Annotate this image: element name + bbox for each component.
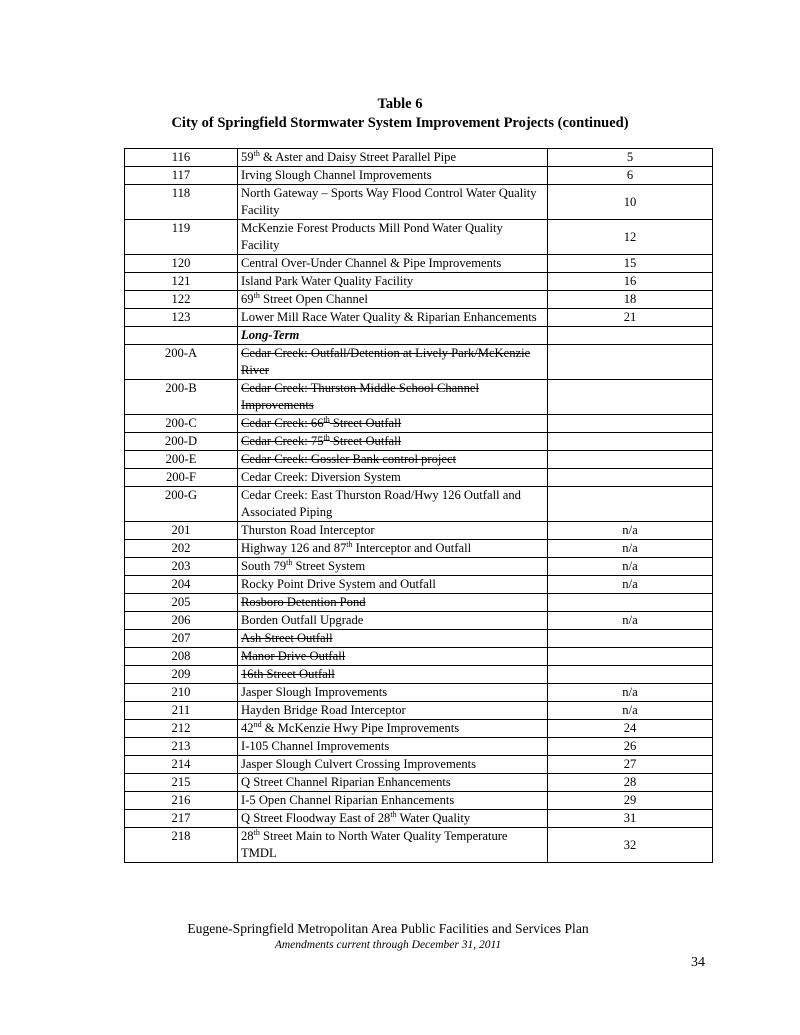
project-id-cell: 218 [125, 828, 238, 863]
project-name-cell [238, 648, 548, 666]
project-name-cell [238, 774, 548, 792]
project-name [241, 559, 365, 573]
project-name-text: South 79 [241, 559, 287, 573]
table-row [125, 345, 713, 380]
project-name-text: I-5 Open Channel Riparian Enhancements [241, 793, 455, 807]
page-ref-cell: n/a [548, 684, 713, 702]
project-name-text: Q Street Channel Riparian Enhancements [241, 775, 451, 789]
table-row [125, 487, 713, 522]
ordinal-suffix: th [323, 432, 330, 442]
project-name [241, 775, 451, 789]
project-name-cell [238, 309, 548, 327]
project-name [241, 739, 389, 753]
project-name [241, 310, 537, 324]
project-name [241, 523, 375, 537]
project-name-text: Jasper Slough Improvements [241, 685, 388, 699]
project-name-text: Borden Outfall Upgrade [241, 613, 364, 627]
project-name-cell [238, 810, 548, 828]
project-name-cell [238, 433, 548, 451]
page-ref-cell: n/a [548, 522, 713, 540]
project-name-text: Q Street Floodway East of 28 [241, 811, 391, 825]
project-id-cell: 116 [125, 149, 238, 167]
project-id-cell: 200-A [125, 345, 238, 380]
table-row [125, 828, 713, 863]
ordinal-suffix: th [346, 539, 353, 549]
project-name [241, 613, 363, 627]
project-name [241, 346, 530, 377]
table-row [125, 720, 713, 738]
project-name [241, 221, 503, 252]
project-name [241, 452, 456, 466]
table-row [125, 756, 713, 774]
project-name-text-cont: & McKenzie Hwy Pipe Improvements [261, 721, 460, 735]
project-name-cell [238, 273, 548, 291]
project-name [241, 434, 401, 448]
project-id-cell: 117 [125, 167, 238, 185]
project-name-text: 69 [241, 292, 254, 306]
project-id-cell: 200-G [125, 487, 238, 522]
project-id-cell: 209 [125, 666, 238, 684]
project-id-cell: 119 [125, 220, 238, 255]
project-name-cell [238, 380, 548, 415]
project-name-text: Cedar Creek: 75 [241, 434, 324, 448]
projects-table-body [125, 149, 713, 863]
project-name-text: 16th Street Outfall [241, 667, 335, 681]
table-row [125, 666, 713, 684]
project-name [241, 811, 470, 825]
table-row [125, 774, 713, 792]
page-ref-cell: 28 [548, 774, 713, 792]
project-name [241, 703, 406, 717]
project-id-cell: 214 [125, 756, 238, 774]
ordinal-suffix: th [286, 557, 293, 567]
table-row [125, 684, 713, 702]
page-ref-cell [548, 415, 713, 433]
project-name [241, 757, 476, 771]
project-name-cell [238, 149, 548, 167]
table-row [125, 648, 713, 666]
page-ref-cell: 27 [548, 756, 713, 774]
page-ref-cell [548, 469, 713, 487]
project-name-cell [238, 487, 548, 522]
project-name-cell [238, 792, 548, 810]
page-ref-cell: n/a [548, 558, 713, 576]
project-name-text: Cedar Creek: Diversion System [241, 470, 401, 484]
page-ref-cell [548, 380, 713, 415]
project-name-text: Cedar Creek: Outfall/Detention at Lively Park/McKenzie River [241, 346, 531, 377]
project-id-cell: 216 [125, 792, 238, 810]
project-id-cell: 200-F [125, 469, 238, 487]
page-ref-cell: 6 [548, 167, 713, 185]
project-name-cell [238, 702, 548, 720]
project-name-cell [238, 522, 548, 540]
page-ref-cell: 31 [548, 810, 713, 828]
project-name-text: Ash Street Outfall [241, 631, 333, 645]
project-id-cell: 212 [125, 720, 238, 738]
table-row [125, 792, 713, 810]
project-name-text: Cedar Creek: East Thurston Road/Hwy 126 Outfall and Associated Piping [241, 488, 521, 519]
project-name-cell [238, 327, 548, 345]
table-row [125, 185, 713, 220]
page-ref-cell [548, 630, 713, 648]
project-id-cell: 121 [125, 273, 238, 291]
footer-amendments: Amendments current through December 31, 2011 [274, 939, 502, 951]
project-name-cell [238, 255, 548, 273]
project-name-text-cont: Street System [292, 559, 366, 573]
table-row [125, 522, 713, 540]
project-name [241, 721, 459, 735]
project-name [241, 416, 401, 430]
project-id-cell: 210 [125, 684, 238, 702]
ordinal-suffix: th [323, 414, 330, 424]
project-name-cell [238, 291, 548, 309]
table-label: Table 6 [377, 96, 423, 112]
page-ref-cell [548, 648, 713, 666]
page-ref-cell: 10 [548, 185, 713, 220]
table-row [125, 810, 713, 828]
project-name-text: Lower Mill Race Water Quality & Riparian Enhancements [241, 310, 537, 324]
projects-table [124, 148, 713, 863]
project-name [241, 168, 432, 182]
project-name-cell [238, 594, 548, 612]
page-ref-cell: 12 [548, 220, 713, 255]
project-name-text: Hayden Bridge Road Interceptor [241, 703, 406, 717]
project-name-text: Rosboro Detention Pond [241, 595, 366, 609]
project-name [241, 685, 387, 699]
project-id-cell: 202 [125, 540, 238, 558]
page-ref-cell [548, 594, 713, 612]
table-row [125, 451, 713, 469]
project-name-cell [238, 185, 548, 220]
project-name-cell [238, 612, 548, 630]
project-id-cell: 205 [125, 594, 238, 612]
project-id-cell: 211 [125, 702, 238, 720]
table-row [125, 433, 713, 451]
project-name-cell [238, 345, 548, 380]
project-name-text: Cedar Creek: Gossler Bank control project [241, 452, 457, 466]
page-ref-cell [548, 666, 713, 684]
page-ref-cell: 21 [548, 309, 713, 327]
project-name-cell [238, 720, 548, 738]
project-name-text-cont: Water Quality [396, 811, 471, 825]
page-ref-cell [548, 487, 713, 522]
project-name-text: Island Park Water Quality Facility [241, 274, 414, 288]
project-name-cell [238, 167, 548, 185]
project-id-cell: 201 [125, 522, 238, 540]
project-name [241, 793, 454, 807]
page-ref-cell: 15 [548, 255, 713, 273]
project-name-text: 59 [241, 150, 254, 164]
ordinal-suffix: th [253, 148, 260, 158]
project-name [241, 577, 436, 591]
project-name [241, 649, 345, 663]
table-row [125, 415, 713, 433]
section-row [125, 327, 713, 345]
project-name [241, 274, 413, 288]
project-name-text: 42 [241, 721, 254, 735]
table-row [125, 255, 713, 273]
project-name-text-cont: Street Outfall [329, 434, 402, 448]
project-name-text: Long-Term [241, 328, 300, 342]
project-name [241, 186, 537, 217]
table-row [125, 540, 713, 558]
page-ref-cell: n/a [548, 702, 713, 720]
table-row [125, 149, 713, 167]
project-name-cell [238, 630, 548, 648]
project-name [241, 470, 401, 484]
project-name-text-cont: Interceptor and Outfall [352, 541, 472, 555]
table-row [125, 738, 713, 756]
page-ref-cell: 18 [548, 291, 713, 309]
table-row [125, 702, 713, 720]
project-name-cell [238, 576, 548, 594]
page-ref-cell: 26 [548, 738, 713, 756]
table-row [125, 309, 713, 327]
table-row [125, 167, 713, 185]
page-ref-cell: 32 [548, 828, 713, 863]
project-id-cell: 122 [125, 291, 238, 309]
page-ref-cell: 29 [548, 792, 713, 810]
project-name-text: Manor Drive Outfall [241, 649, 346, 663]
project-name-text: Jasper Slough Culvert Crossing Improvements [241, 757, 477, 771]
project-id-cell: 123 [125, 309, 238, 327]
project-name [241, 667, 335, 681]
page-ref-cell [548, 451, 713, 469]
project-name-cell [238, 415, 548, 433]
project-name-text: Thurston Road Interceptor [241, 523, 375, 537]
project-name-text: Irving Slough Channel Improvements [241, 168, 432, 182]
project-name-text: North Gateway – Sports Way Flood Control Water Quality Facility [241, 186, 537, 217]
page-ref-cell [548, 327, 713, 345]
project-id-cell: 208 [125, 648, 238, 666]
table-row [125, 291, 713, 309]
project-name [241, 595, 366, 609]
project-id-cell: 215 [125, 774, 238, 792]
page-ref-cell: n/a [548, 540, 713, 558]
footer-plan-title: Eugene-Springfield Metropolitan Area Public Facilities and Services Plan [187, 921, 589, 936]
table-row [125, 273, 713, 291]
project-id-cell: 200-D [125, 433, 238, 451]
project-name [241, 256, 501, 270]
page-ref-cell: n/a [548, 612, 713, 630]
project-name-text: McKenzie Forest Products Mill Pond Water Quality Facility [241, 221, 503, 252]
project-name-text-cont: & Aster and Daisy Street Parallel Pipe [259, 150, 457, 164]
project-name-cell [238, 469, 548, 487]
table-row [125, 380, 713, 415]
project-id-cell: 120 [125, 255, 238, 273]
project-name [241, 381, 479, 412]
project-id-cell: 213 [125, 738, 238, 756]
page-ref-cell: 5 [548, 149, 713, 167]
project-name-cell [238, 558, 548, 576]
table-row [125, 612, 713, 630]
project-name-text: Central Over-Under Channel & Pipe Improvements [241, 256, 502, 270]
project-name-text: Rocky Point Drive System and Outfall [241, 577, 436, 591]
project-name [241, 829, 508, 860]
table-row [125, 220, 713, 255]
project-name-text: Cedar Creek: 66 [241, 416, 324, 430]
page-ref-cell: n/a [548, 576, 713, 594]
project-id-cell: 207 [125, 630, 238, 648]
page-ref-cell [548, 433, 713, 451]
project-name-text: Highway 126 and 87 [241, 541, 347, 555]
project-id-cell: 217 [125, 810, 238, 828]
project-name-cell [238, 666, 548, 684]
ordinal-suffix: th [390, 809, 397, 819]
project-name-cell [238, 451, 548, 469]
project-id-cell: 200-E [125, 451, 238, 469]
page-ref-cell: 16 [548, 273, 713, 291]
table-row [125, 558, 713, 576]
ordinal-suffix: th [253, 290, 260, 300]
table-row [125, 630, 713, 648]
ordinal-suffix: nd [253, 719, 262, 729]
project-name-text: I-105 Channel Improvements [241, 739, 390, 753]
project-name [241, 488, 521, 519]
project-name-cell [238, 220, 548, 255]
project-name-text-cont: Street Outfall [329, 416, 402, 430]
project-name-text-cont: Street Main to North Water Quality Temperature TMDL [241, 829, 508, 860]
table-row [125, 594, 713, 612]
project-name-cell [238, 756, 548, 774]
page-number: 34 [691, 955, 705, 970]
project-id-cell: 118 [125, 185, 238, 220]
project-id-cell [125, 327, 238, 345]
project-name [241, 541, 471, 555]
project-id-cell: 203 [125, 558, 238, 576]
project-id-cell: 200-C [125, 415, 238, 433]
project-id-cell: 200-B [125, 380, 238, 415]
project-name-cell [238, 540, 548, 558]
project-name-text: Cedar Creek: Thurston Middle School Channel Improvements [241, 381, 479, 412]
table-title: City of Springfield Stormwater System Improvement Projects (continued) [171, 115, 629, 131]
project-name-cell [238, 684, 548, 702]
ordinal-suffix: th [253, 827, 260, 837]
section-label [241, 328, 299, 342]
project-name-text: 28 [241, 829, 254, 843]
page-ref-cell: 24 [548, 720, 713, 738]
project-name-text-cont: Street Open Channel [259, 292, 368, 306]
page-ref-cell [548, 345, 713, 380]
table-row [125, 469, 713, 487]
project-name-cell [238, 738, 548, 756]
project-id-cell: 204 [125, 576, 238, 594]
project-name [241, 631, 333, 645]
project-name [241, 292, 368, 306]
project-name-cell [238, 828, 548, 863]
table-row [125, 576, 713, 594]
project-name [241, 150, 456, 164]
project-id-cell: 206 [125, 612, 238, 630]
